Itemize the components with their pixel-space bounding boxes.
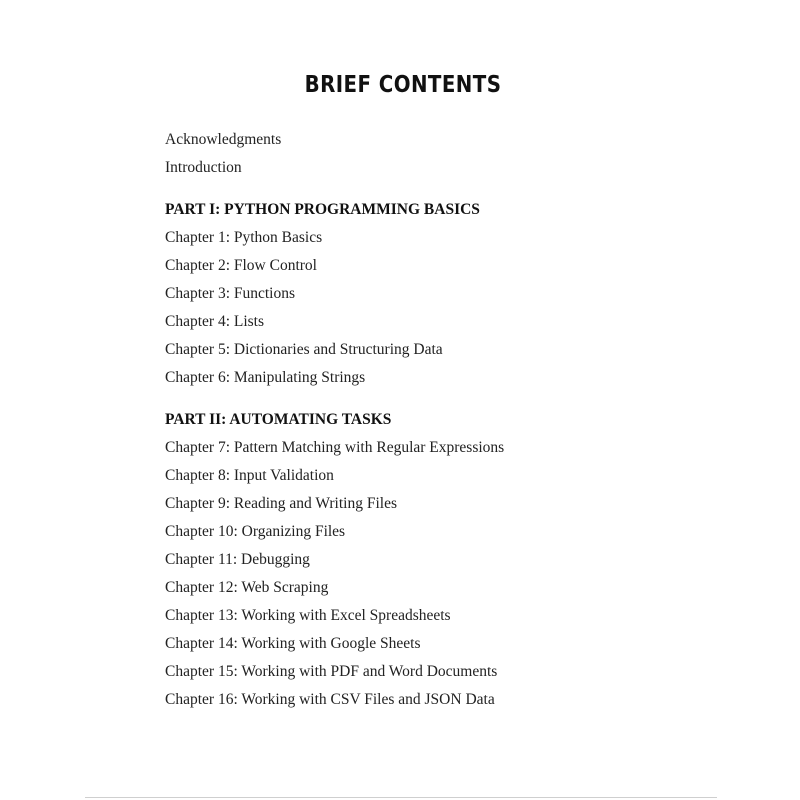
toc-entry-chapter-14[interactable]: Chapter 14: Working with Google Sheets	[165, 635, 421, 652]
toc-entry-chapter-3[interactable]: Chapter 3: Functions	[165, 285, 296, 302]
toc-entry-chapter-11[interactable]: Chapter 11: Debugging	[165, 551, 310, 568]
toc-entry-introduction[interactable]: Introduction	[165, 159, 242, 176]
toc-entry-chapter-8[interactable]: Chapter 8: Input Validation	[165, 467, 334, 484]
part-heading-2[interactable]: PART II: AUTOMATING TASKS	[165, 411, 392, 428]
toc-entry-chapter-12[interactable]: Chapter 12: Web Scraping	[165, 579, 329, 596]
toc-entry-chapter-7[interactable]: Chapter 7: Pattern Matching with Regular Expressions	[165, 439, 505, 456]
toc-entry-chapter-15[interactable]: Chapter 15: Working with PDF and Word Documents	[165, 663, 498, 680]
toc-entry-acknowledgments[interactable]: Acknowledgments	[165, 131, 282, 148]
toc-entry-chapter-9[interactable]: Chapter 9: Reading and Writing Files	[165, 495, 397, 512]
page-divider	[85, 797, 717, 798]
toc-entry-chapter-4[interactable]: Chapter 4: Lists	[165, 313, 265, 330]
toc-entry-chapter-1[interactable]: Chapter 1: Python Basics	[165, 229, 323, 246]
part-heading-1[interactable]: PART I: PYTHON PROGRAMMING BASICS	[165, 201, 480, 218]
table-of-contents	[165, 126, 725, 714]
toc-entry-chapter-6[interactable]: Chapter 6: Manipulating Strings	[165, 369, 366, 386]
page-title: BRIEF CONTENTS	[304, 72, 502, 98]
toc-entry-chapter-5[interactable]: Chapter 5: Dictionaries and Structuring Data	[165, 341, 443, 358]
toc-entry-chapter-13[interactable]: Chapter 13: Working with Excel Spreadsheets	[165, 607, 451, 624]
toc-entry-chapter-10[interactable]: Chapter 10: Organizing Files	[165, 523, 346, 540]
toc-entry-chapter-16[interactable]: Chapter 16: Working with CSV Files and JSON Data	[165, 691, 495, 708]
toc-entry-chapter-2[interactable]: Chapter 2: Flow Control	[165, 257, 317, 274]
